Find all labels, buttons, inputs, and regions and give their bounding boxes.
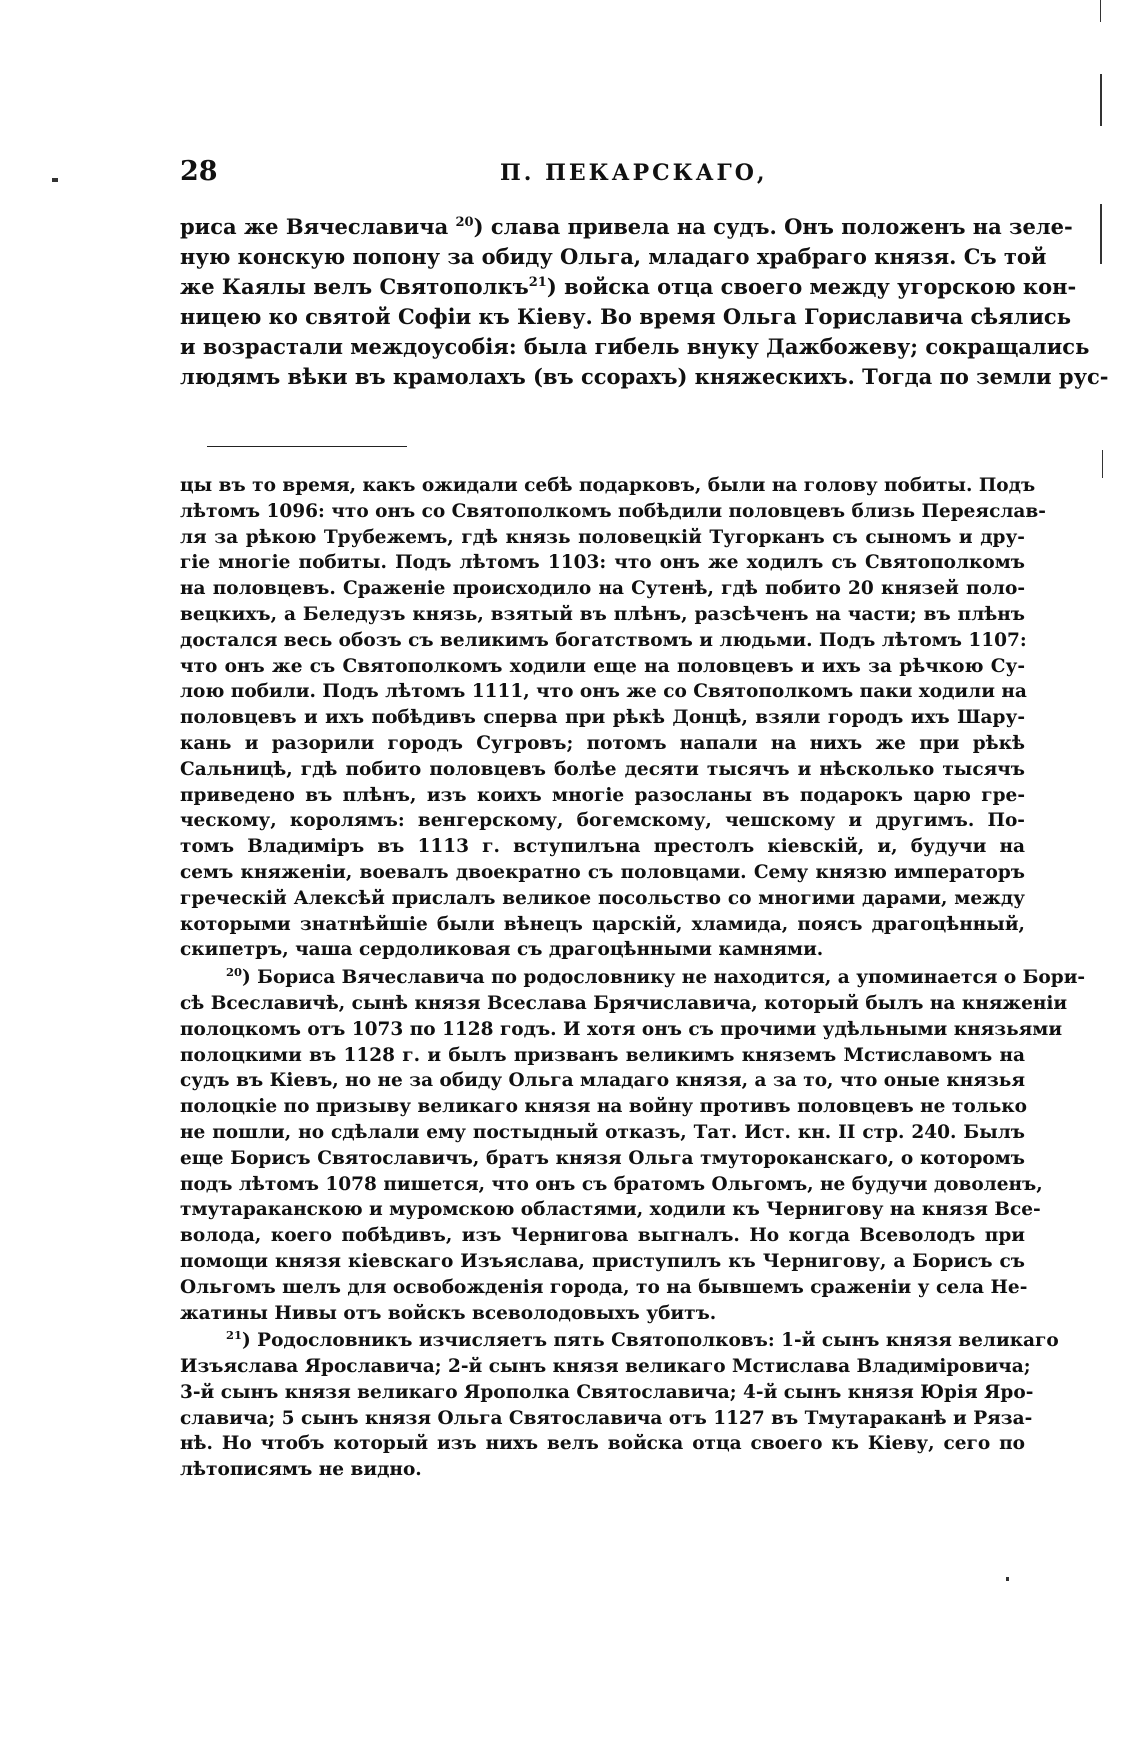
text-line: риса же Вячеславича $^{20}$) слава привела на судъ. Онъ положенъ на зеле- [180,214,1073,239]
note-line: тмутараканскою и муромскою областями, ходили къ Чернигову на князя Все- [180,1199,1041,1221]
note-line: Сальницѣ, гдѣ побито половцевъ болѣе десяти тысячъ и нѣсколько тысячъ [180,758,1025,780]
footnote-ref-20[interactable]: 20 [455,215,474,230]
note-line: что онъ же съ Святополкомъ ходили еще на половцевъ и ихъ за рѣчкою Су- [180,655,1025,677]
note-line: $^{20}$) Бориса Вячеславича по родословнику не находится, а упоминается о Бори- [226,964,1086,989]
footnote-ref-21[interactable]: 21 [528,275,547,290]
note-line: приведено въ плѣнъ, изъ коихъ многіе разосланы въ подарокъ царю гре- [180,784,1025,806]
footnote-21 [180,1328,1059,1483]
note-line: нѣ. Но чтобъ который изъ нихъ велъ войска отца своего къ Кіеву, сего по [180,1433,1025,1455]
text-line: ницею ко святой Софіи къ Кіеву. Во время Ольга Гориславича сѣялись [180,304,1071,329]
footnote-separator [207,446,407,447]
note-line: Ольгомъ шелъ для освобожденія города, то на бывшемъ сраженіи у села Не- [180,1276,1028,1298]
note-line: половцевъ и ихъ побѣдивъ сперва при рѣкѣ Донцѣ, взяли городъ ихъ Шару- [180,707,1025,729]
note-line: еще Борисъ Святославичъ, братъ князя Ольга тмутороканскаго, о которомъ [180,1147,1025,1169]
note-line: кань и разорили городъ Сугровъ; потомъ напали на нихъ же при рѣкѣ [180,732,1025,754]
main-text [180,212,1109,392]
scan-edge-mark [1102,450,1103,478]
scan-edge-mark [1100,0,1101,22]
footnote-marker-20: 20 [226,964,242,979]
note-line: сѣ Всеславичѣ, сынѣ князя Всеслава Брячиславича, который былъ на княженіи [180,992,1068,1014]
text-line: и возрастали междоусобія: была гибель внуку Дажбожеву; сокращались [180,334,1090,359]
note-line: жатины Нивы отъ войскъ всеволодовыхъ убитъ. [180,1302,717,1324]
note-line: полоцкіе по призыву великаго князя на войну противъ половцевъ не только [180,1096,1027,1118]
footnote-20 [180,964,1086,1326]
footnotes [180,473,1086,1485]
note-line: лѣтописямъ не видно. [180,1459,422,1481]
note-line: ля за рѣкою Трубежемъ, гдѣ князь половецкій Тугорканъ съ сыномъ и дру- [180,526,1025,548]
running-head: П. ПЕКАРСКАГО, [500,160,768,186]
note-line: волода, коего побѣдивъ, изъ Чернигова выгналъ. Но когда Всеволодъ при [180,1225,1025,1247]
note-line: семъ княженіи, воевалъ двоекратно съ половцами. Сему князю императоръ [180,861,1025,883]
note-line: помощи князя кіевскаго Изъяслава, приступилъ къ Чернигову, а Борисъ съ [180,1250,1025,1272]
note-line: ческому, королямъ: венгерскому, богемскому, чешскому и другимъ. По- [180,810,1025,832]
note-line: судъ въ Кіевъ, но не за обиду Ольга младаго князя, а за то, что оные князья [180,1070,1025,1092]
scan-edge-mark [1100,204,1102,264]
footnote-marker-21: 21 [226,1328,242,1343]
note-line: $^{21}$) Родословникъ изчисляетъ пять Святополковъ: 1-й сынъ князя великаго [226,1328,1059,1352]
note-line: не пошли, но сдѣлали ему постыдный отказъ, Тат. Ист. кн. II стр. 240. Былъ [180,1121,1025,1143]
note-line: подъ лѣтомъ 1078 пишется, что онъ съ братомъ Ольгомъ, не будучи доволенъ, [180,1173,1043,1195]
note-line: лою побили. Подъ лѣтомъ 1111, что онъ же со Святополкомъ паки ходили на [180,681,1027,703]
note-line: которыми знатнѣйшіе были вѣнецъ царскій, хламида, поясъ драгоцѣнный, [180,913,1025,935]
note-line: греческій Алексѣй прислалъ великое посольство со многими дарами, между [180,887,1025,909]
note-line: скипетръ, чаша сердоликовая съ драгоцѣнными камнями. [180,939,824,961]
note-line: лѣтомъ 1096: что онъ со Святополкомъ побѣдили половцевъ близь Переяслав- [180,500,1046,522]
footnote-continuation [180,473,1046,963]
text-line: ную конскую попону за обиду Ольга, младаго храбраго князя. Съ той [180,244,1047,269]
note-line: полоцкими въ 1128 г. и былъ призванъ великимъ княземъ Мстиславомъ на [180,1044,1025,1066]
page-header [180,158,1020,198]
page-number: 28 [180,156,218,187]
note-line: гіе многіе побиты. Подъ лѣтомъ 1103: что онъ же ходилъ съ Святополкомъ [180,552,1025,574]
note-line: славича; 5 сынъ князя Ольга Святославича отъ 1127 въ Тмутараканѣ и Рязa- [180,1407,1033,1429]
note-line: 3-й сынъ князя великаго Ярополка Святославича; 4-й сынъ князя Юрія Яро- [180,1381,1034,1403]
note-line: Изъяслава Ярославича; 2-й сынъ князя великаго Мстислава Владиміровича; [180,1356,1031,1378]
note-line: полоцкомъ отъ 1073 по 1128 годъ. И хотя онъ съ прочими удѣльными князьями [180,1018,1063,1040]
text-line: же Каялы велъ Святополкъ$^{21}$) войска отца своего между угорскою кон- [180,274,1077,299]
scan-edge-mark [1100,74,1102,126]
note-line: цы въ то время, какъ ожидали себѣ подарковъ, были на голову побиты. Подъ [180,475,1036,496]
note-line: на половцевъ. Сраженіе происходило на Сутенѣ, гдѣ побито 20 князей поло- [180,578,1025,600]
note-line: вецкихъ, а Беледузъ князь, взятый въ плѣнъ, разсѣченъ на части; въ плѣнъ [180,603,1025,625]
note-line: достался весь обозъ съ великимъ богатствомъ и людьми. Подъ лѣтомъ 1107: [180,629,1027,651]
note-line: томъ Владиміръ въ 1113 г. вступилъна престолъ кіевскій, и, будучи на [180,836,1025,858]
margin-dot-mark [1006,1577,1009,1581]
text-line: людямъ вѣки въ крамолахъ (въ ссорахъ) княжескихъ. Тогда по земли рус- [180,364,1109,389]
margin-dot-mark [52,178,58,182]
